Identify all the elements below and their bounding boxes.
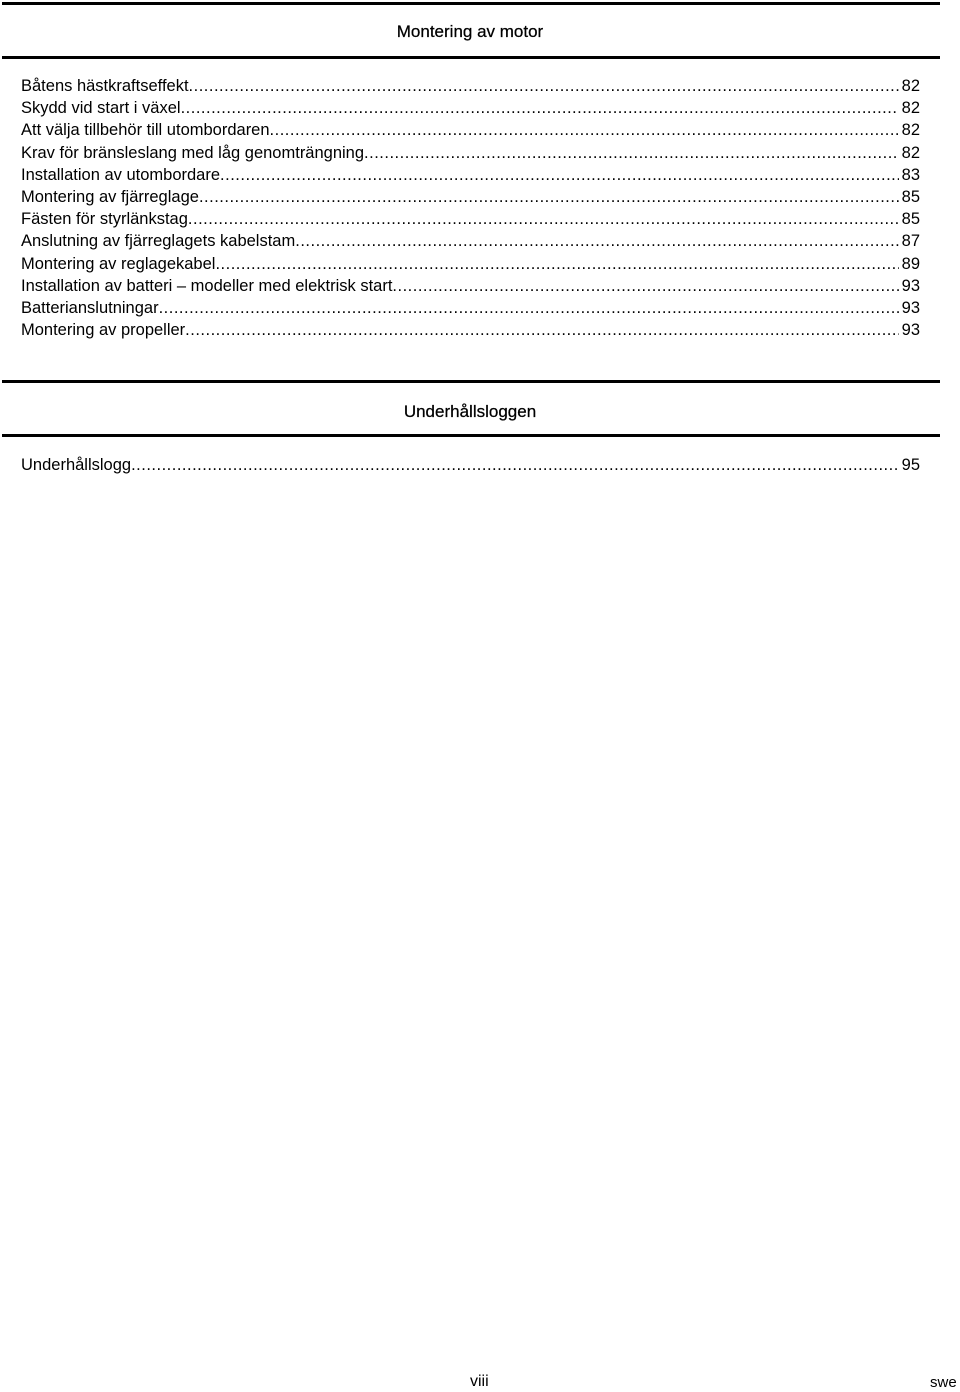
toc-entry[interactable] — [21, 297, 920, 319]
section-rule — [2, 380, 940, 383]
toc-entry[interactable] — [21, 319, 920, 341]
dot-leader — [215, 253, 898, 275]
footer-page-number: viii — [470, 1373, 489, 1390]
section-title-underhallsloggen: Underhållsloggen — [403, 402, 537, 421]
toc-entry-label: Montering av reglagekabel — [21, 254, 216, 273]
toc-entry-label: Krav för bränsleslang med låg genomträngning — [21, 143, 365, 162]
toc-entry[interactable] — [21, 275, 920, 297]
dot-leader — [392, 275, 898, 297]
dot-leader — [131, 454, 899, 476]
dot-leader — [189, 75, 899, 97]
toc-entry[interactable] — [21, 119, 920, 141]
dot-leader — [181, 97, 899, 119]
toc-entry-page: 83 — [901, 165, 920, 184]
dot-leader — [295, 230, 898, 252]
toc-list-montering — [21, 75, 920, 341]
toc-entry-label: Båtens hästkraftseffekt — [21, 77, 189, 95]
toc-entry-label: Att välja tillbehör till utombordaren — [21, 121, 270, 140]
dot-leader — [185, 319, 898, 341]
toc-entry[interactable] — [21, 253, 920, 275]
toc-entry-page: 93 — [901, 276, 920, 295]
toc-entry-page: 82 — [901, 121, 920, 140]
toc-entry-page: 95 — [901, 456, 920, 474]
toc-list-underhallsloggen — [21, 454, 920, 476]
toc-entry-label: Fästen för styrlänkstag — [21, 210, 188, 229]
toc-entry[interactable] — [21, 142, 920, 164]
dot-leader — [159, 297, 899, 319]
dot-leader — [188, 208, 899, 230]
toc-entry-page: 89 — [901, 254, 920, 273]
section-title-montering: Montering av motor — [396, 22, 544, 41]
dot-leader — [270, 119, 899, 141]
toc-entry-label: Batterianslutningar — [21, 298, 159, 317]
toc-entry-label: Montering av fjärreglage — [21, 187, 199, 206]
toc-entry-label: Montering av propeller — [21, 321, 186, 340]
toc-entry[interactable] — [21, 186, 920, 208]
toc-entry-page: 82 — [901, 99, 920, 118]
toc-entry[interactable] — [21, 454, 920, 476]
toc-entry-page: 93 — [901, 321, 920, 340]
toc-entry-page: 93 — [901, 298, 920, 317]
toc-entry-page: 82 — [901, 77, 920, 95]
toc-entry[interactable] — [21, 208, 920, 230]
toc-entry-label: Installation av utombordare — [21, 165, 221, 184]
dot-leader — [220, 164, 899, 186]
section-rule — [2, 56, 940, 59]
toc-entry[interactable] — [21, 75, 920, 97]
toc-entry-page: 85 — [901, 187, 920, 206]
footer-language-code: swe — [930, 1374, 957, 1391]
dot-leader — [199, 186, 899, 208]
toc-entry-label: Underhållslogg — [21, 456, 132, 474]
toc-entry[interactable] — [21, 230, 920, 252]
toc-entry[interactable] — [21, 164, 920, 186]
toc-entry-page: 85 — [901, 210, 920, 229]
toc-entry-page: 87 — [901, 232, 920, 251]
top-rule — [2, 2, 940, 5]
dot-leader — [364, 142, 899, 164]
toc-entry-label: Anslutning av fjärreglagets kabelstam — [21, 232, 296, 251]
toc-entry-label: Installation av batteri – modeller med elektrisk start — [21, 276, 393, 295]
toc-entry[interactable] — [21, 97, 920, 119]
section-rule — [2, 434, 940, 437]
toc-entry-label: Skydd vid start i växel — [21, 99, 181, 118]
toc-entry-page: 82 — [901, 143, 920, 162]
